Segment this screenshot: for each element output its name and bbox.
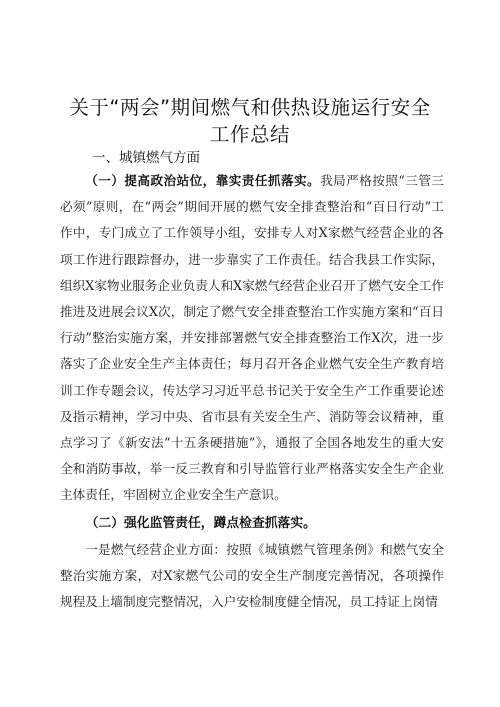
paragraph-lead: （一）提高政治站位，靠实责任抓落实。 xyxy=(85,173,321,188)
subsection-heading-supervision: （二）强化监管责任，蹲点检查抓落实。 xyxy=(85,516,316,531)
section-heading-gas: 一、城镇燃气方面 xyxy=(92,150,200,166)
paragraph-responsibility xyxy=(60,168,444,509)
paragraph-body: 我局严格按照“三管三必须”原则，在“两会”期间开展的燃气安全排查整治和“百日行动”工作中，专门成立了工作领导小组，安排专人对X家燃气经营企业的各项工作进行跟踪督办，进一步靠实了工作责任。结合我县工作实际，组织X家物业服务企业负责人和X家燃气经营企业召开了燃气安全工作推进及进展会议X次，制定了燃气安全排查整治工作实施方案和“百日行动”整治实施方案，并安排部署燃气安全排查整治工作X次，进一步落实了企业安全生产主体责任；每月召开各企业燃气安全生产教育培训工作专题会议，传达学习习近平总书记关于安全生产工作重要论述及指示精神，学习中央、省市县有关安全生产、消防等会议精神，重点学习了《新安法“十五条硬措施”》，通报了全国各地发生的重大安全和消防事故，举一反三教育和引导监管行业严格落实安全生产企业主体责任，牢固树立企业安全生产意识。 xyxy=(60,173,444,503)
document-title: 关于“两会”期间燃气和供热设施运行安全工作总结 xyxy=(69,96,431,146)
paragraph-gas-companies: 一是燃气经营企业方面：按照《城镇燃气管理条例》和燃气安全整治实施方案，对X家燃气公司的安全生产制度完善情况，各项操作规程及上墙制度完整情况，入户安检制度健全情况，员工持证上岗情 xyxy=(60,542,444,610)
